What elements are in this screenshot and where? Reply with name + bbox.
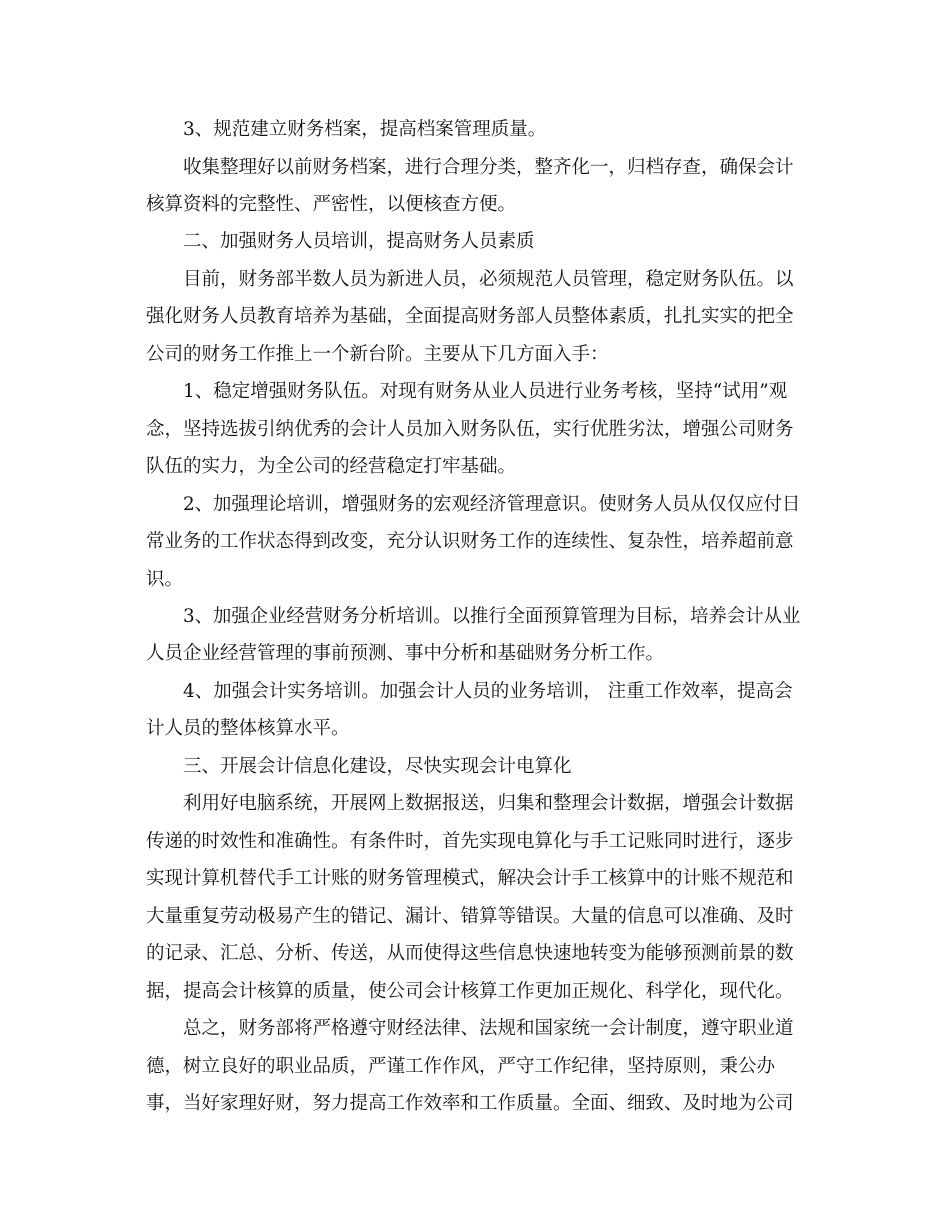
body-text-line: 公司的财务工作推上一个新台阶。主要从下几方面入手： <box>146 344 609 365</box>
section-heading: 二、加强财务人员培训，提高财务人员素质 <box>183 231 535 252</box>
body-text-line: 德，树立良好的职业品质，严谨工作作风，严守工作纪律，坚持原则，秉公办 <box>146 1056 776 1077</box>
body-text-line: 念，坚持选拔引纳优秀的会计人员加入财务队伍，实行优胜劣汰，增强公司财务 <box>146 419 794 440</box>
body-text-line: 事，当好家理好财，努力提高工作效率和工作质量。全面、细致、及时地为公司 <box>146 1093 794 1114</box>
body-text-line: 识。 <box>146 569 184 590</box>
body-text-line: 2、加强理论培训，增强财务的宏观经济管理意识。使财务人员从仅仅应付日 <box>183 494 801 515</box>
body-text-line: 强化财务人员教育培养为基础，全面提高财务部人员整体素质，扎扎实实的把全 <box>146 306 794 327</box>
body-text-line: 常业务的工作状态得到改变，充分认识财务工作的连续性、复杂性，培养超前意 <box>146 531 794 552</box>
body-text-line: 核算资料的完整性、严密性，以便核查方便。 <box>146 194 517 215</box>
body-text-line: 计人员的整体核算水平。 <box>146 718 350 739</box>
body-text-line: 3、规范建立财务档案，提高档案管理质量。 <box>183 119 547 140</box>
section-heading: 三、开展会计信息化建设，尽快实现会计电算化 <box>183 756 572 777</box>
body-text-line: 大量重复劳动极易产生的错记、漏计、错算等错误。大量的信息可以准确、及时 <box>146 906 794 927</box>
body-text-line: 利用好电脑系统，开展网上数据报送，归集和整理会计数据，增强会计数据 <box>183 793 794 814</box>
body-text-line: 的记录、汇总、分析、传送，从而使得这些信息快速地转变为能够预测前景的数 <box>146 943 794 964</box>
body-text-line: 队伍的实力，为全公司的经营稳定打牢基础。 <box>146 456 517 477</box>
body-text-line: 收集整理好以前财务档案，进行合理分类，整齐化一，归档存查，确保会计 <box>183 157 794 178</box>
body-text-line: 3、加强企业经营财务分析培训。以推行全面预算管理为目标，培养会计从业 <box>183 606 801 627</box>
body-text-line: 传递的时效性和准确性。有条件时，首先实现电算化与手工记账同时进行，逐步 <box>146 831 794 852</box>
body-text-line: 总之，财务部将严格遵守财经法律、法规和国家统一会计制度，遵守职业道 <box>183 1018 794 1039</box>
body-text-line: 4、加强会计实务培训。加强会计人员的业务培训， 注重工作效率，提高会 <box>183 681 793 702</box>
body-text-line: 1、稳定增强财务队伍。对现有财务从业人员进行业务考核，坚持“试用”观 <box>183 381 788 402</box>
body-text-line: 据，提高会计核算的质量，使公司会计核算工作更加正规化、科学化，现代化。 <box>146 981 794 1002</box>
body-text-line: 实现计算机替代手工计账的财务管理模式，解决会计手工核算中的计账不规范和 <box>146 868 794 889</box>
body-text-line: 人员企业经营管理的事前预测、事中分析和基础财务分析工作。 <box>146 643 665 664</box>
body-text-line: 目前，财务部半数人员为新进人员，必须规范人员管理，稳定财务队伍。以 <box>183 269 794 290</box>
